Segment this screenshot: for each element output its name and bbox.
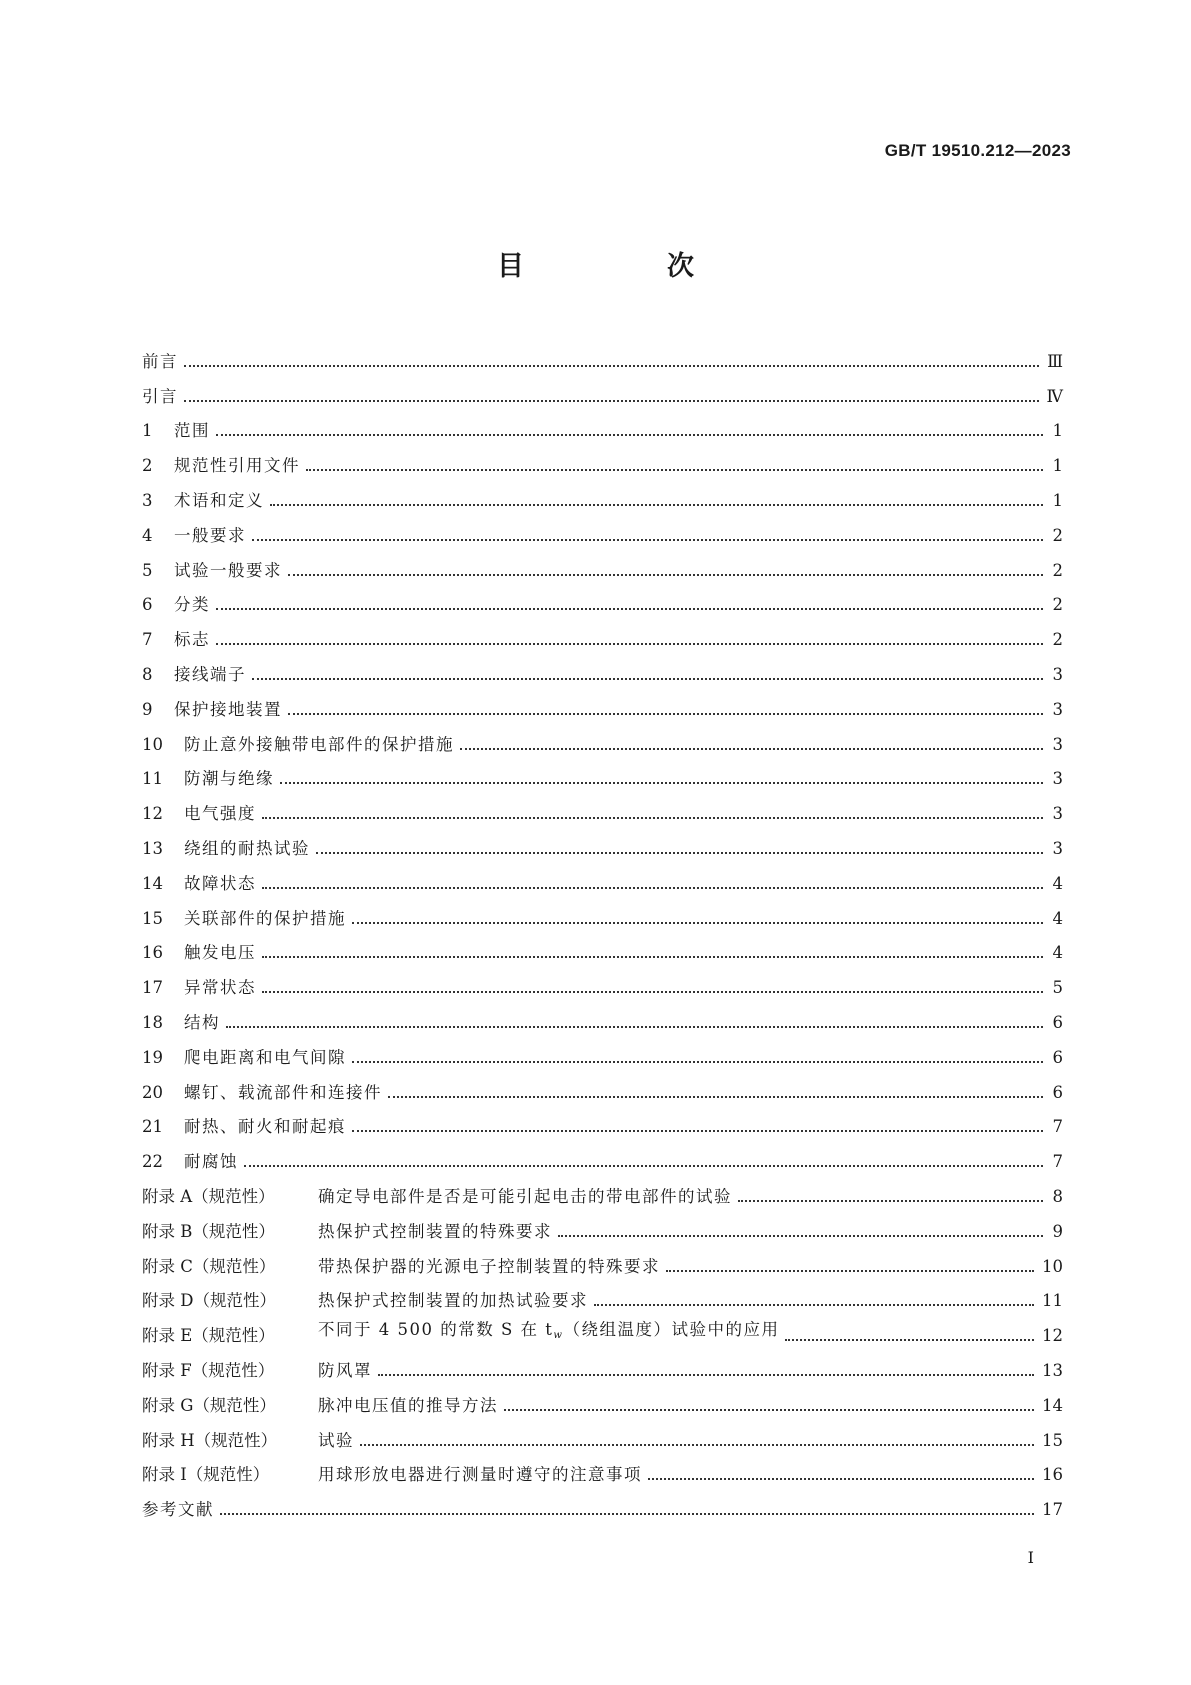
- toc-entry-label: 试验: [318, 1430, 354, 1450]
- table-of-contents: [142, 338, 1063, 1521]
- toc-leader-dots: [262, 803, 1043, 825]
- toc-entry[interactable]: [142, 512, 1063, 547]
- toc-entry-number: 附录 C（规范性）: [142, 1256, 276, 1276]
- toc-entry[interactable]: [142, 1034, 1063, 1069]
- toc-entry[interactable]: [142, 721, 1063, 756]
- toc-leader-dots: [738, 1186, 1043, 1208]
- toc-entry[interactable]: [142, 1417, 1063, 1452]
- toc-entry-label: 热保护式控制装置的加热试验要求: [318, 1291, 588, 1311]
- toc-entry-label: 脉冲电压值的推导方法: [318, 1395, 498, 1415]
- toc-entry-label: 爬电距离和电气间隙: [184, 1047, 346, 1067]
- toc-leader-dots: [460, 734, 1043, 756]
- toc-entry-page: 3: [1052, 699, 1063, 719]
- toc-entry[interactable]: [142, 895, 1063, 930]
- toc-entry-label: 螺钉、载流部件和连接件: [184, 1082, 382, 1102]
- toc-leader-dots: [785, 1325, 1034, 1347]
- toc-entry-number: 11: [142, 769, 163, 789]
- toc-entry-number: 9: [142, 699, 153, 719]
- toc-leader-dots: [666, 1256, 1034, 1278]
- toc-leader-dots: [352, 1047, 1043, 1069]
- toc-entry-page: 7: [1052, 1152, 1063, 1172]
- toc-entry-label: [318, 1319, 779, 1347]
- toc-entry-label: 试验一般要求: [174, 560, 282, 580]
- toc-entry-number: 附录 I（规范性）: [142, 1465, 270, 1485]
- toc-leader-dots: [558, 1221, 1043, 1243]
- toc-entry-number: 13: [142, 838, 163, 858]
- toc-entry-label: 参考文献: [142, 1500, 214, 1520]
- toc-entry-page: 15: [1042, 1430, 1063, 1450]
- toc-leader-dots: [216, 594, 1043, 616]
- toc-leader-dots: [316, 838, 1043, 860]
- toc-entry-label: 引言: [142, 386, 178, 406]
- toc-entry-number: 14: [142, 873, 163, 893]
- toc-entry-number: 20: [142, 1082, 163, 1102]
- toc-entry-label: 防止意外接触带电部件的保护措施: [184, 734, 454, 754]
- toc-entry-number: 5: [142, 560, 153, 580]
- toc-leader-dots: [216, 629, 1043, 651]
- toc-leader-dots: [288, 699, 1043, 721]
- toc-entry-number: 22: [142, 1152, 163, 1172]
- toc-entry-page: 12: [1042, 1326, 1063, 1346]
- toc-leader-dots: [280, 768, 1043, 790]
- toc-entry-number: 附录 B（规范性）: [142, 1221, 275, 1241]
- toc-entry-label: 异常状态: [184, 978, 256, 998]
- toc-entry[interactable]: [142, 790, 1063, 825]
- toc-entry-page: 11: [1042, 1291, 1063, 1311]
- toc-entry-number: 21: [142, 1117, 163, 1137]
- toc-entry-label: 防风罩: [318, 1360, 372, 1380]
- toc-entry-page: Ⅳ: [1046, 386, 1063, 406]
- toc-entry[interactable]: [142, 616, 1063, 651]
- toc-leader-dots: [184, 351, 1039, 373]
- toc-entry[interactable]: [142, 582, 1063, 617]
- toc-entry-number: 10: [142, 734, 163, 754]
- toc-entry-page: 1: [1052, 456, 1063, 476]
- toc-entry-page: 2: [1052, 595, 1063, 615]
- toc-entry-number: 8: [142, 664, 153, 684]
- toc-entry[interactable]: [142, 1312, 1063, 1347]
- toc-leader-dots: [388, 1082, 1043, 1104]
- toc-entry-page: 3: [1052, 734, 1063, 754]
- toc-entry-page: 2: [1052, 630, 1063, 650]
- toc-entry[interactable]: [142, 1208, 1063, 1243]
- page-number: I: [1027, 1548, 1034, 1567]
- toc-entry[interactable]: [142, 1486, 1063, 1521]
- toc-entry-number: 6: [142, 595, 153, 615]
- toc-entry-label: 防潮与绝缘: [184, 769, 274, 789]
- toc-entry[interactable]: [142, 825, 1063, 860]
- toc-entry-label: 标志: [174, 630, 210, 650]
- toc-leader-dots: [378, 1360, 1034, 1382]
- toc-entry[interactable]: [142, 373, 1063, 408]
- toc-entry-number: 3: [142, 490, 153, 510]
- toc-entry-label: 前言: [142, 351, 178, 371]
- toc-entry[interactable]: [142, 1173, 1063, 1208]
- toc-entry-page: 6: [1052, 1047, 1063, 1067]
- toc-leader-dots: [244, 1151, 1043, 1173]
- toc-entry-label: 范围: [174, 421, 210, 441]
- toc-entry-page: 4: [1052, 943, 1063, 963]
- toc-entry-label: 故障状态: [184, 873, 256, 893]
- toc-entry-number: 1: [142, 421, 153, 441]
- toc-entry-page: 3: [1052, 769, 1063, 789]
- toc-entry-number: 附录 D（规范性）: [142, 1291, 276, 1311]
- toc-leader-dots: [262, 873, 1043, 895]
- toc-leader-dots: [252, 664, 1043, 686]
- toc-entry-label: 带热保护器的光源电子控制装置的特殊要求: [318, 1256, 660, 1276]
- toc-entry-page: 10: [1042, 1256, 1063, 1276]
- toc-entry-label: 热保护式控制装置的特殊要求: [318, 1221, 552, 1241]
- toc-leader-dots: [270, 490, 1043, 512]
- toc-entry[interactable]: [142, 1069, 1063, 1104]
- toc-entry[interactable]: [142, 686, 1063, 721]
- toc-entry[interactable]: [142, 1138, 1063, 1173]
- toc-entry-label-part: 不同于 4 500 的常数 S 在 t: [318, 1320, 554, 1340]
- toc-leader-dots: [226, 1012, 1043, 1034]
- toc-leader-dots: [352, 908, 1043, 930]
- toc-entry-number: 附录 A（规范性）: [142, 1186, 275, 1206]
- toc-entry-label: 用球形放电器进行测量时遵守的注意事项: [318, 1465, 642, 1485]
- toc-leader-dots: [504, 1395, 1034, 1417]
- page-title: 目 次: [497, 251, 752, 282]
- toc-entry-page: 6: [1052, 1012, 1063, 1032]
- toc-entry-page: 13: [1042, 1360, 1063, 1380]
- toc-entry-page: 5: [1052, 978, 1063, 998]
- toc-entry-label: 耐腐蚀: [184, 1152, 238, 1172]
- toc-entry[interactable]: [142, 999, 1063, 1034]
- toc-entry[interactable]: [142, 1347, 1063, 1382]
- toc-entry[interactable]: [142, 547, 1063, 582]
- toc-entry-label: 确定导电部件是否是可能引起电击的带电部件的试验: [318, 1186, 732, 1206]
- toc-entry-number: 2: [142, 456, 153, 476]
- toc-leader-dots: [216, 420, 1043, 442]
- toc-entry-number: 18: [142, 1012, 163, 1032]
- toc-entry[interactable]: [142, 442, 1063, 477]
- toc-entry[interactable]: [142, 651, 1063, 686]
- toc-leader-dots: [648, 1464, 1034, 1486]
- toc-entry[interactable]: [142, 930, 1063, 965]
- toc-entry-page: 16: [1042, 1465, 1063, 1485]
- toc-entry-number: 附录 G（规范性）: [142, 1395, 276, 1415]
- toc-entry-label: 保护接地装置: [174, 699, 282, 719]
- standard-code: GB/T 19510.212—2023: [884, 141, 1071, 160]
- toc-entry-label: 分类: [174, 595, 210, 615]
- toc-entry-number: 15: [142, 908, 163, 928]
- toc-entry-label: 规范性引用文件: [174, 456, 300, 476]
- toc-leader-dots: [262, 977, 1043, 999]
- toc-entry-page: 3: [1052, 664, 1063, 684]
- toc-entry-page: 14: [1042, 1395, 1063, 1415]
- toc-entry-page: 17: [1042, 1500, 1063, 1520]
- toc-entry-page: 1: [1052, 490, 1063, 510]
- toc-entry-page: 3: [1052, 804, 1063, 824]
- toc-entry-number: 17: [142, 978, 163, 998]
- toc-entry-page: 4: [1052, 908, 1063, 928]
- toc-entry-page: 4: [1052, 873, 1063, 893]
- toc-entry[interactable]: [142, 756, 1063, 791]
- toc-entry[interactable]: [142, 1382, 1063, 1417]
- toc-entry-label: 接线端子: [174, 664, 246, 684]
- toc-leader-dots: [360, 1430, 1034, 1452]
- toc-leader-dots: [252, 525, 1043, 547]
- toc-entry[interactable]: [142, 338, 1063, 373]
- toc-leader-dots: [184, 386, 1039, 408]
- toc-entry-label: 一般要求: [174, 525, 246, 545]
- toc-entry-page: 7: [1052, 1117, 1063, 1137]
- toc-entry-label: 术语和定义: [174, 490, 264, 510]
- toc-entry-label: 关联部件的保护措施: [184, 908, 346, 928]
- toc-entry-label-part: （绕组温度）试验中的应用: [563, 1320, 780, 1340]
- toc-entry-page: 2: [1052, 560, 1063, 580]
- toc-entry[interactable]: [142, 964, 1063, 999]
- toc-leader-dots: [220, 1499, 1034, 1521]
- toc-leader-dots: [288, 560, 1043, 582]
- toc-entry-label: 结构: [184, 1012, 220, 1032]
- toc-entry[interactable]: [142, 1452, 1063, 1487]
- toc-entry-number: 4: [142, 525, 153, 545]
- toc-entry-number: 附录 E（规范性）: [142, 1326, 275, 1346]
- toc-entry-number: 7: [142, 630, 153, 650]
- toc-entry[interactable]: [142, 1104, 1063, 1139]
- toc-leader-dots: [594, 1290, 1034, 1312]
- toc-entry-label: 耐热、耐火和耐起痕: [184, 1117, 346, 1137]
- toc-entry-page: 1: [1052, 421, 1063, 441]
- toc-entry[interactable]: [142, 408, 1063, 443]
- toc-entry-page: Ⅲ: [1047, 351, 1063, 371]
- toc-leader-dots: [352, 1116, 1043, 1138]
- toc-entry-number: 附录 F（规范性）: [142, 1360, 275, 1380]
- toc-entry[interactable]: [142, 1278, 1063, 1313]
- toc-entry[interactable]: [142, 477, 1063, 512]
- toc-leader-dots: [262, 942, 1043, 964]
- toc-entry[interactable]: [142, 860, 1063, 895]
- toc-entry-number: 附录 H（规范性）: [142, 1430, 278, 1450]
- toc-entry-label: 电气强度: [184, 804, 256, 824]
- toc-entry-page: 9: [1052, 1221, 1063, 1241]
- toc-entry-label: 绕组的耐热试验: [184, 838, 310, 858]
- toc-entry-page: 8: [1052, 1186, 1063, 1206]
- toc-entry-label-subscript: w: [553, 1330, 564, 1342]
- toc-entry-number: 16: [142, 943, 163, 963]
- toc-entry-page: 3: [1052, 838, 1063, 858]
- toc-entry-number: 19: [142, 1047, 163, 1067]
- toc-entry-number: 12: [142, 804, 163, 824]
- toc-entry-label: 触发电压: [184, 943, 256, 963]
- toc-entry[interactable]: [142, 1243, 1063, 1278]
- toc-entry-page: 2: [1052, 525, 1063, 545]
- toc-entry-page: 6: [1052, 1082, 1063, 1102]
- toc-leader-dots: [306, 455, 1043, 477]
